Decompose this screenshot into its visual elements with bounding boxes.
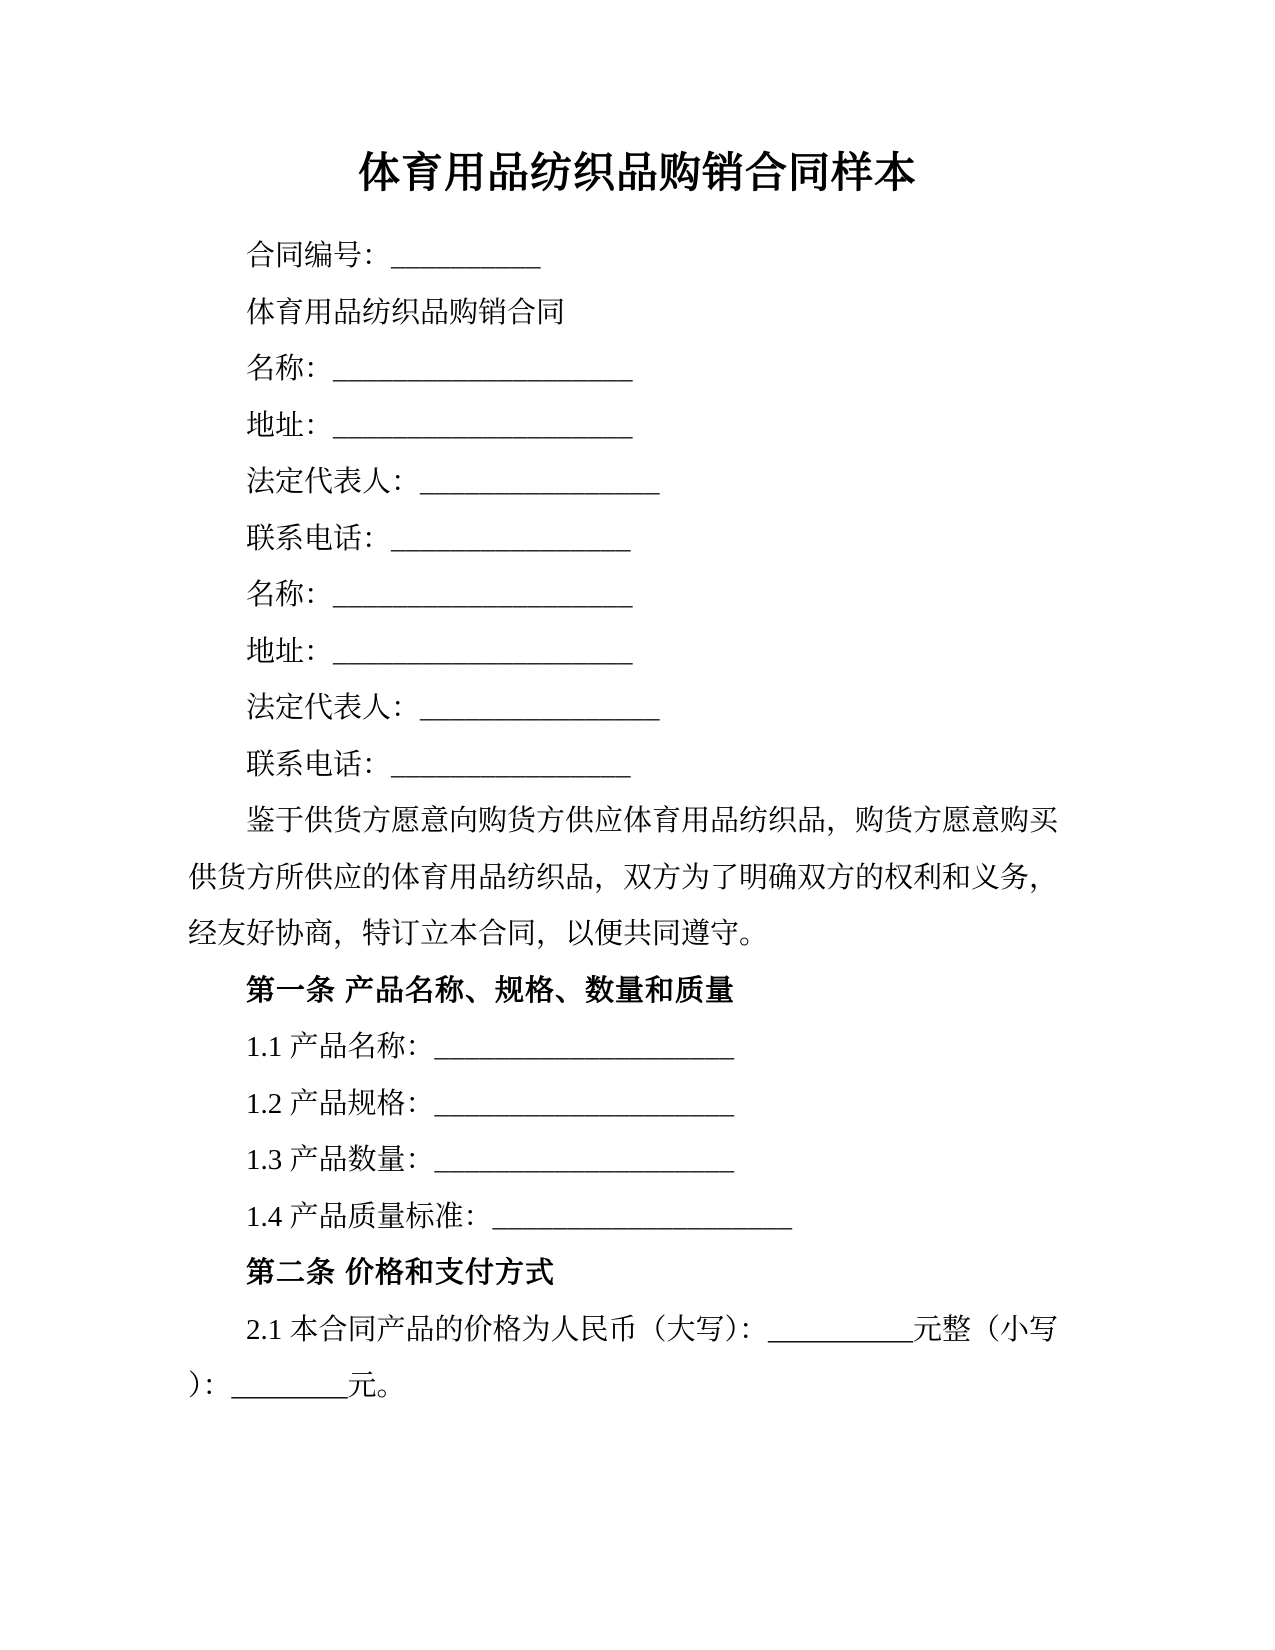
clause-label: 1.3 产品数量： (246, 1144, 435, 1176)
article-2-heading: 第二条 价格和支付方式 (246, 1257, 556, 1289)
field-label: 联系电话： (246, 522, 392, 555)
clause-label: 1.1 产品名称： (246, 1031, 435, 1063)
field-label: 联系电话： (246, 748, 392, 781)
article-1-heading: 第一条 产品名称、规格、数量和质量 (246, 974, 736, 1007)
field-label: 地址： (246, 635, 334, 668)
clause-1-2-product-spec (188, 1076, 1068, 1133)
clause-1-1-product-name (188, 1019, 1068, 1076)
clause-1-4-quality-standard (188, 1189, 1068, 1246)
field-supplier-name (188, 341, 1068, 398)
field-supplier-phone (188, 511, 1068, 568)
field-label: 地址： (246, 409, 334, 442)
field-buyer-legal-rep (188, 680, 1068, 737)
field-label: 法定代表人： (246, 466, 421, 498)
clause-2-1-price-line-1: 2.1 本合同产品的价格为人民币（大写）：__________元整（小写 (246, 1313, 1059, 1346)
blank-line: ____________________ (492, 1200, 793, 1233)
blank-line: ____________________ (333, 579, 634, 611)
field-contract-number (188, 228, 1068, 285)
field-supplier-legal-rep (188, 454, 1068, 511)
preamble-line-3: 经友好协商，特订立本合同，以便共同遵守。 (188, 918, 769, 950)
clause-label: 1.4 产品质量标准： (246, 1200, 493, 1233)
clause-1-3-product-quantity (188, 1132, 1068, 1189)
blank-line: ________________ (391, 522, 632, 555)
blank-line: ____________________ (434, 1087, 735, 1120)
field-label: 名称： (246, 353, 334, 385)
blank-line: __________ (391, 240, 542, 272)
field-buyer-name (188, 567, 1068, 624)
blank-line: ____________________ (333, 353, 634, 385)
preamble-line-2: 供货方所供应的体育用品纺织品，双方为了明确双方的权利和义务， (188, 861, 1059, 894)
clause-2-1-price-line-2: ）：________元。 (188, 1370, 406, 1402)
document-body (188, 228, 1068, 1415)
blank-line: ____________________ (434, 1031, 735, 1063)
page-title: 体育用品纺织品购销合同样本 (357, 151, 917, 197)
blank-line: ____________________ (333, 409, 634, 442)
field-supplier-address (188, 398, 1068, 455)
preamble-line-1: 鉴于供货方愿意向购货方供应体育用品纺织品，购货方愿意购买 (246, 805, 1059, 837)
blank-line: ____________________ (333, 635, 634, 668)
field-buyer-address (188, 624, 1068, 681)
field-label: 法定代表人： (246, 692, 421, 724)
clause-label: 1.2 产品规格： (246, 1087, 435, 1120)
blank-line: ________________ (391, 748, 632, 781)
field-label: 合同编号： (246, 240, 392, 272)
blank-line: ________________ (420, 466, 661, 498)
blank-line: ____________________ (434, 1144, 735, 1176)
contract-subtitle (188, 285, 1068, 342)
field-buyer-phone (188, 737, 1068, 794)
field-label: 名称： (246, 579, 334, 611)
blank-line: ________________ (420, 692, 661, 724)
subtitle-text: 体育用品纺织品购销合同 (246, 296, 566, 329)
